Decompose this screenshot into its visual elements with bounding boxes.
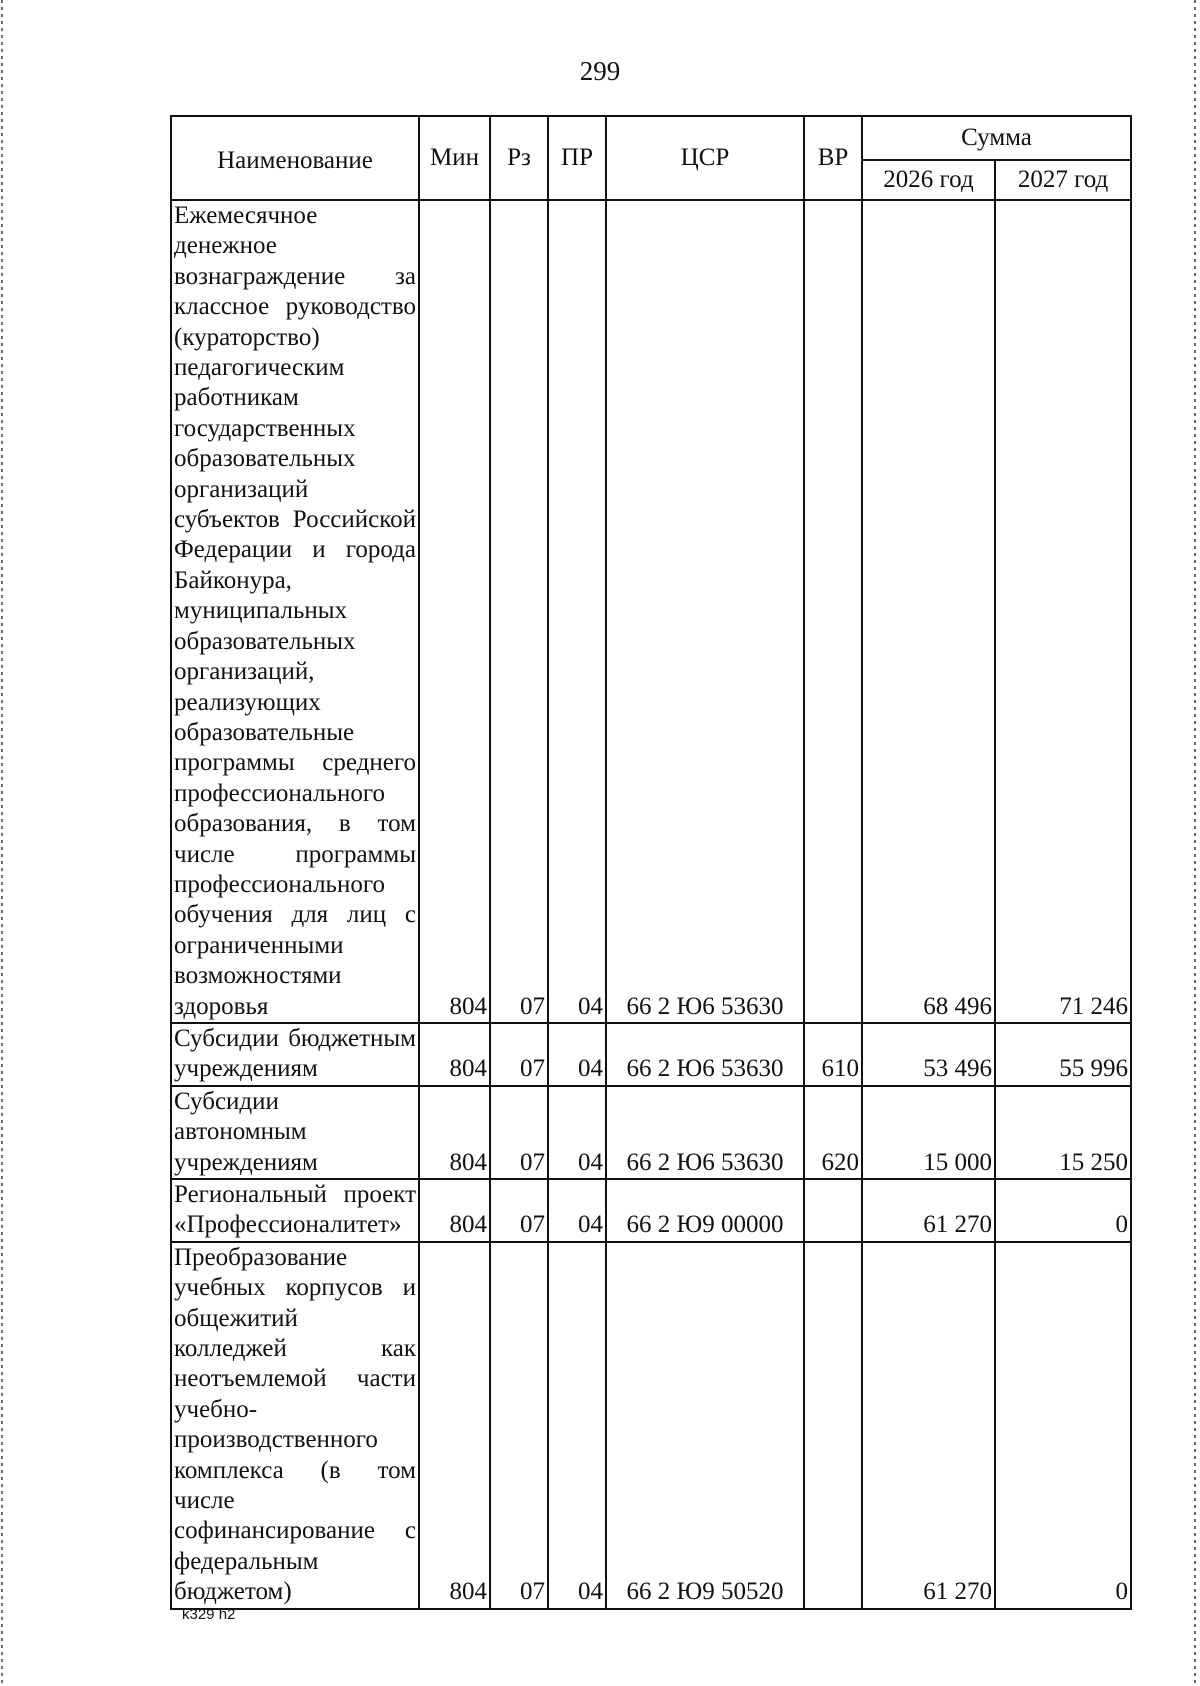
header-year-2026: 2026 год <box>862 160 995 200</box>
row-name: Субсидии автономным учреждениям <box>171 1086 419 1179</box>
row-sum-2027: 15 250 <box>995 1086 1131 1179</box>
row-rz: 07 <box>490 1086 548 1179</box>
row-rz: 07 <box>490 1242 548 1609</box>
row-vr: 610 <box>804 1023 862 1086</box>
header-sum: Сумма <box>862 116 1131 160</box>
row-csr: 66 2 Ю6 53630 <box>606 200 804 1023</box>
row-rz: 07 <box>490 200 548 1023</box>
header-pr: ПР <box>548 116 606 200</box>
row-sum-2027: 71 246 <box>995 200 1131 1023</box>
row-csr: 66 2 Ю6 53630 <box>606 1086 804 1179</box>
table-row <box>171 1023 1131 1086</box>
table-row <box>171 1179 1131 1242</box>
table-row <box>171 1242 1131 1609</box>
header-min: Мин <box>419 116 490 200</box>
row-min: 804 <box>419 1086 490 1179</box>
table-header <box>171 116 1131 200</box>
row-vr: 620 <box>804 1086 862 1179</box>
row-pr: 04 <box>548 1179 606 1242</box>
row-pr: 04 <box>548 1023 606 1086</box>
row-name: Региональный проект «Профессионалитет» <box>171 1179 419 1242</box>
row-sum-2026: 68 496 <box>862 200 995 1023</box>
row-rz: 07 <box>490 1179 548 1242</box>
header-name: Наименование <box>171 116 419 200</box>
row-vr <box>804 1179 862 1242</box>
scan-edge-right <box>1194 0 1196 1686</box>
row-csr: 66 2 Ю6 53630 <box>606 1023 804 1086</box>
row-min: 804 <box>419 1023 490 1086</box>
row-sum-2026: 15 000 <box>862 1086 995 1179</box>
row-pr: 04 <box>548 200 606 1023</box>
table-row <box>171 200 1131 1023</box>
footer-code: k329 h2 <box>182 1606 236 1623</box>
header-rz: Рз <box>490 116 548 200</box>
row-pr: 04 <box>548 1242 606 1609</box>
row-rz: 07 <box>490 1023 548 1086</box>
row-min: 804 <box>419 1179 490 1242</box>
row-pr: 04 <box>548 1086 606 1179</box>
row-sum-2027: 0 <box>995 1179 1131 1242</box>
row-name: Ежемесячное денежное вознаграждение за классное руководство (кураторство) педагогическим работникам государственных образовательных организаций субъектов Российской Федерации и города Байконура, муниципальных образовательных организаций, реализующих образовательные программы среднего профессионального образования, в том числе программы профессионального обучения для лиц с ограниченными возможностями здоровья <box>171 200 419 1023</box>
row-name: Преобразование учебных корпусов и общежитий колледжей как неотъемлемой части учебно-производственного комплекса (в том числе софинансирование с федеральным бюджетом) <box>171 1242 419 1609</box>
row-csr: 66 2 Ю9 00000 <box>606 1179 804 1242</box>
row-sum-2026: 61 270 <box>862 1242 995 1609</box>
scan-edge-left <box>1 0 3 1686</box>
table-row <box>171 1086 1131 1179</box>
page-number: 299 <box>579 56 621 86</box>
row-name: Субсидии бюджетным учреждениям <box>171 1023 419 1086</box>
row-sum-2027: 0 <box>995 1242 1131 1609</box>
row-min: 804 <box>419 1242 490 1609</box>
header-vr: ВР <box>804 116 862 200</box>
row-vr <box>804 200 862 1023</box>
row-sum-2027: 55 996 <box>995 1023 1131 1086</box>
row-sum-2026: 61 270 <box>862 1179 995 1242</box>
row-sum-2026: 53 496 <box>862 1023 995 1086</box>
header-csr: ЦСР <box>606 116 804 200</box>
header-year-2027: 2027 год <box>995 160 1131 200</box>
row-vr <box>804 1242 862 1609</box>
row-csr: 66 2 Ю9 50520 <box>606 1242 804 1609</box>
budget-table <box>170 115 1132 1610</box>
row-min: 804 <box>419 200 490 1023</box>
